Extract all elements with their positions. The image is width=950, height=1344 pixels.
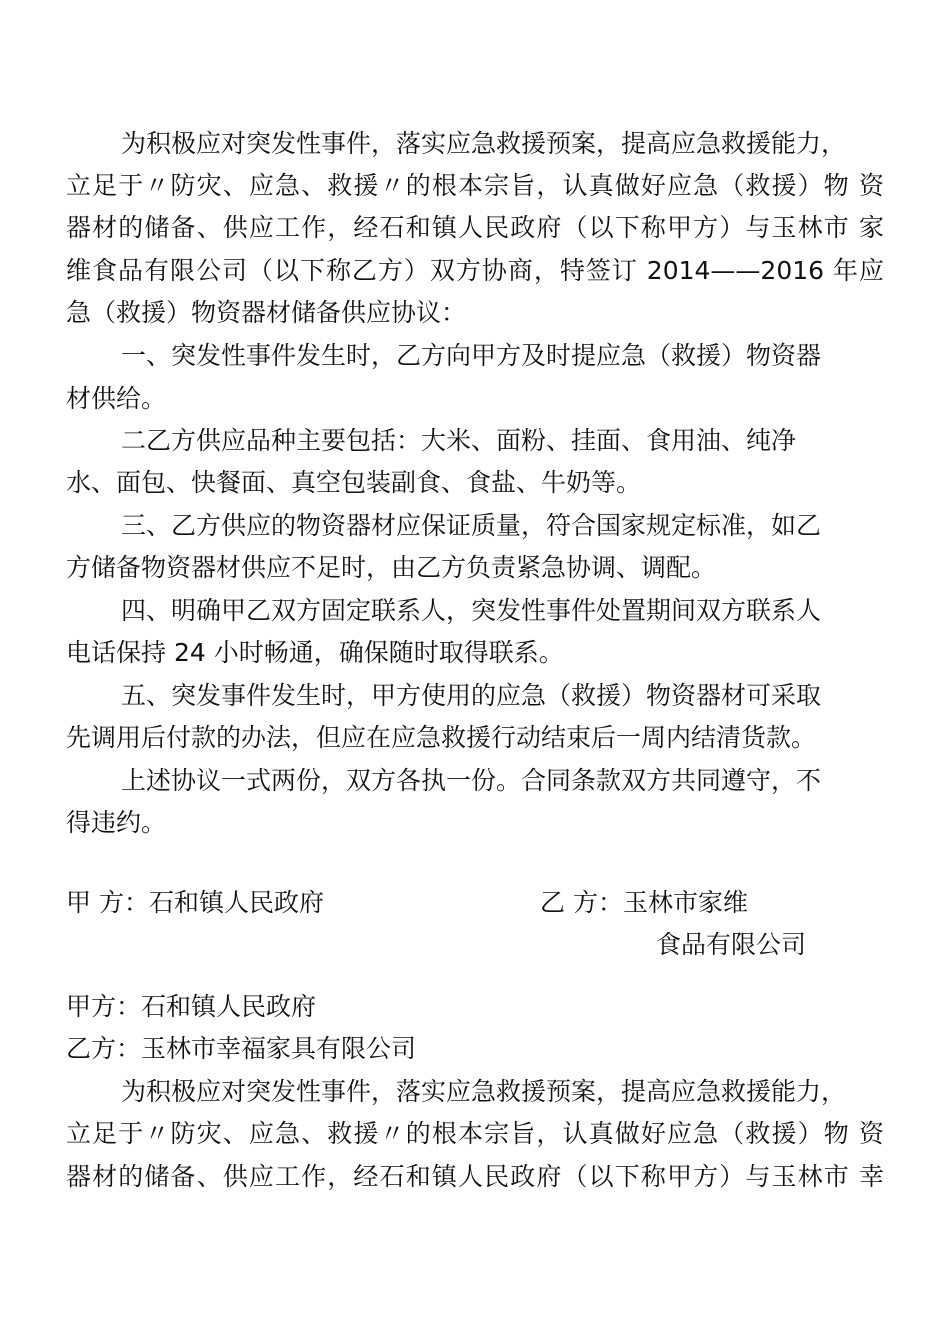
intro-line-1: 为积极应对突发性事件，落实应急救援预案，提高应急救援能力， [121,129,847,158]
second-party-b: 乙方：玉林市幸福家具有限公司 [66,1034,417,1063]
party-b-signature-line-2: 食品有限公司 [656,930,807,959]
intro-line-2: 立足于〃防灾、应急、救援〃的根本宗旨，认真做好应急（救援）物 资 [66,171,884,200]
clause-5-line-2: 先调用后付款的办法，但应在应急救援行动结束后一周内结清货款。 [66,723,817,752]
second-intro-line-3: 器材的储备、供应工作，经石和镇人民政府（以下称甲方）与玉林市 幸 [66,1162,884,1191]
clause-2-line-2: 水、面包、快餐面、真空包装副食、食盐、牛奶等。 [66,468,642,497]
second-party-a: 甲方：石和镇人民政府 [66,992,317,1021]
second-intro-line-2: 立足于〃防灾、应急、救援〃的根本宗旨，认真做好应急（救援）物 资 [66,1119,884,1148]
clause-4-line-1: 四、明确甲乙双方固定联系人，突发性事件处置期间双方联系人 [121,596,822,625]
signature-row-2 [0,924,950,966]
clause-3-line-1: 三、乙方供应的物资器材应保证质量，符合国家规定标准，如乙 [121,511,822,540]
clause-3-line-2: 方储备物资器材供应不足时，由乙方负责紧急协调、调配。 [66,553,717,582]
clause-2-line-1: 二乙方供应品种主要包括：大米、面粉、挂面、食用油、纯净 [121,426,797,455]
clause-1-line-2: 材供给。 [66,384,167,413]
intro-line-4: 维食品有限公司（以下称乙方）双方协商，特签订 2014——2016 年应 [66,256,884,285]
intro-line-3: 器材的储备、供应工作，经石和镇人民政府（以下称甲方）与玉林市 家 [66,213,884,242]
closing-line-2: 得违约。 [66,808,167,837]
closing-line-1: 上述协议一式两份，双方各执一份。合同条款双方共同遵守，不 [121,766,822,795]
party-a-signature: 甲 方：石和镇人民政府 [66,888,324,917]
intro-line-5: 急（救援）物资器材储备供应协议： [66,298,467,327]
second-intro-line-1: 为积极应对突发性事件，落实应急救援预案，提高应急救援能力， [121,1077,847,1106]
party-b-signature-line-1: 乙 方：玉林市家维 [540,888,748,917]
signature-row [0,882,950,924]
clause-1-line-1: 一、突发性事件发生时，乙方向甲方及时提应急（救援）物资器 [121,341,822,370]
clause-4-line-2: 电话保持 24 小时畅通，确保随时取得联系。 [66,638,564,667]
clause-5-line-1: 五、突发事件发生时，甲方使用的应急（救援）物资器材可采取 [121,681,822,710]
